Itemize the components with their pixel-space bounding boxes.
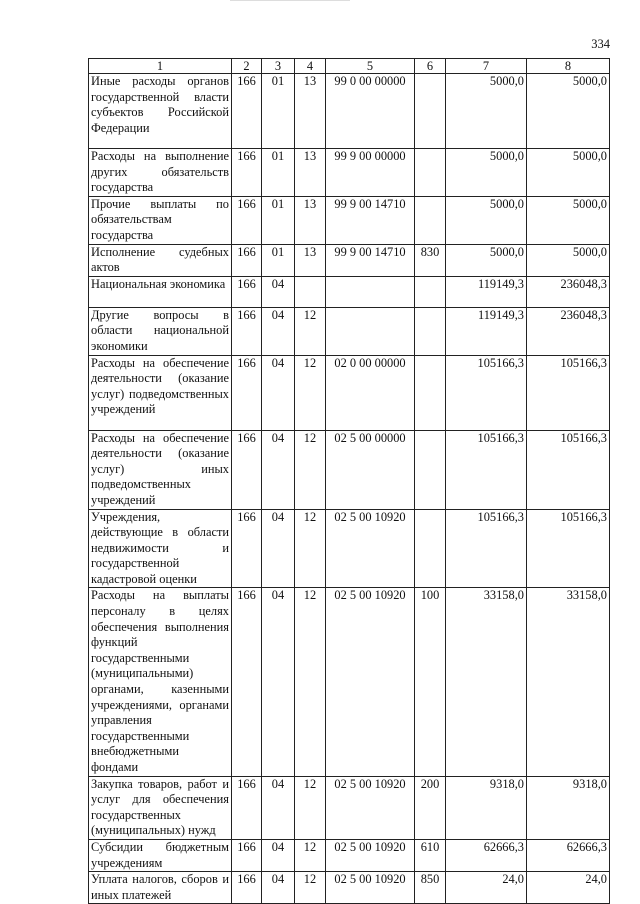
amount-year2-cell: 236048,3: [527, 276, 610, 307]
column-header-3: 3: [262, 59, 295, 74]
row-name-cell: Субсидии бюджетным учреждениям: [89, 839, 232, 871]
admin-code-cell: 166: [232, 588, 262, 776]
section-cell: 01: [262, 74, 295, 149]
expense-type-cell: [415, 307, 446, 355]
target-article-cell: 02 0 00 00000: [326, 355, 415, 430]
subsection-cell: 12: [295, 509, 326, 588]
subsection-cell: 13: [295, 149, 326, 197]
admin-code-cell: 166: [232, 872, 262, 904]
amount-year2-cell: 33158,0: [527, 588, 610, 776]
column-header-8: 8: [527, 59, 610, 74]
table-body: [89, 74, 610, 904]
amount-year1-cell: 5000,0: [446, 244, 527, 276]
column-header-5: 5: [326, 59, 415, 74]
section-cell: 04: [262, 276, 295, 307]
row-name-cell: Исполнение судебных актов: [89, 244, 232, 276]
row-name-cell: Другие вопросы в области национальной экономики: [89, 307, 232, 355]
section-cell: 04: [262, 839, 295, 871]
amount-year2-cell: 236048,3: [527, 307, 610, 355]
expense-type-cell: [415, 276, 446, 307]
amount-year2-cell: 5000,0: [527, 196, 610, 244]
row-name-cell: Национальная экономика: [89, 276, 232, 307]
amount-year1-cell: 9318,0: [446, 776, 527, 839]
section-cell: 04: [262, 776, 295, 839]
table-row: [89, 872, 610, 904]
section-cell: 01: [262, 149, 295, 197]
target-article-cell: 02 5 00 00000: [326, 430, 415, 509]
amount-year1-cell: 105166,3: [446, 509, 527, 588]
row-name-cell: Закупка товаров, работ и услуг для обеспечения государственных (муниципальных) нужд: [89, 776, 232, 839]
column-header-6: 6: [415, 59, 446, 74]
table-row: [89, 776, 610, 839]
admin-code-cell: 166: [232, 307, 262, 355]
amount-year1-cell: 119149,3: [446, 276, 527, 307]
table-row: [89, 588, 610, 776]
target-article-cell: 02 5 00 10920: [326, 839, 415, 871]
page-number: 334: [591, 37, 610, 51]
table-row: [89, 509, 610, 588]
amount-year2-cell: 105166,3: [527, 355, 610, 430]
subsection-cell: 12: [295, 839, 326, 871]
amount-year2-cell: 105166,3: [527, 430, 610, 509]
admin-code-cell: 166: [232, 839, 262, 871]
header-row: [89, 59, 610, 74]
amount-year1-cell: 105166,3: [446, 430, 527, 509]
subsection-cell: [295, 276, 326, 307]
row-name-cell: Прочие выплаты по обязательствам государства: [89, 196, 232, 244]
expense-type-cell: [415, 509, 446, 588]
expense-type-cell: 100: [415, 588, 446, 776]
row-name-cell: Уплата налогов, сборов и иных платежей: [89, 872, 232, 904]
admin-code-cell: 166: [232, 74, 262, 149]
admin-code-cell: 166: [232, 244, 262, 276]
row-name-cell: Расходы на выполнение других обязательств государства: [89, 149, 232, 197]
target-article-cell: [326, 307, 415, 355]
expense-type-cell: [415, 149, 446, 197]
admin-code-cell: 166: [232, 430, 262, 509]
amount-year1-cell: 5000,0: [446, 74, 527, 149]
section-cell: 04: [262, 588, 295, 776]
expense-type-cell: [415, 355, 446, 430]
table-row: [89, 196, 610, 244]
target-article-cell: 02 5 00 10920: [326, 776, 415, 839]
amount-year2-cell: 9318,0: [527, 776, 610, 839]
row-name-cell: Расходы на обеспечение деятельности (оказание услуг) подведомственных учреждений: [89, 355, 232, 430]
row-name-cell: Расходы на обеспечение деятельности (оказание услуг) иных подведомственных учреждений: [89, 430, 232, 509]
expense-type-cell: [415, 74, 446, 149]
admin-code-cell: 166: [232, 196, 262, 244]
amount-year2-cell: 5000,0: [527, 74, 610, 149]
table-row: [89, 276, 610, 307]
target-article-cell: 02 5 00 10920: [326, 588, 415, 776]
amount-year2-cell: 5000,0: [527, 149, 610, 197]
expense-type-cell: 200: [415, 776, 446, 839]
subsection-cell: 13: [295, 196, 326, 244]
amount-year2-cell: 24,0: [527, 872, 610, 904]
amount-year1-cell: 33158,0: [446, 588, 527, 776]
column-header-4: 4: [295, 59, 326, 74]
admin-code-cell: 166: [232, 149, 262, 197]
row-name-cell: Учреждения, действующие в области недвижимости и государственной кадастровой оценки: [89, 509, 232, 588]
amount-year1-cell: 24,0: [446, 872, 527, 904]
amount-year1-cell: 119149,3: [446, 307, 527, 355]
section-cell: 04: [262, 355, 295, 430]
target-article-cell: 02 5 00 10920: [326, 872, 415, 904]
target-article-cell: 99 9 00 14710: [326, 196, 415, 244]
subsection-cell: 12: [295, 588, 326, 776]
amount-year1-cell: 5000,0: [446, 149, 527, 197]
expense-type-cell: [415, 196, 446, 244]
subsection-cell: 12: [295, 776, 326, 839]
subsection-cell: 13: [295, 74, 326, 149]
amount-year2-cell: 62666,3: [527, 839, 610, 871]
row-name-cell: Расходы на выплаты персоналу в целях обеспечения выполнения функций государственными (муниципальными) органами, казенными учреждениями, органами управления государственными внебюджетными фондами: [89, 588, 232, 776]
table-row: [89, 244, 610, 276]
subsection-cell: 12: [295, 355, 326, 430]
admin-code-cell: 166: [232, 776, 262, 839]
section-cell: 04: [262, 430, 295, 509]
expense-type-cell: 850: [415, 872, 446, 904]
subsection-cell: 12: [295, 430, 326, 509]
amount-year2-cell: 105166,3: [527, 509, 610, 588]
admin-code-cell: 166: [232, 276, 262, 307]
section-cell: 04: [262, 307, 295, 355]
admin-code-cell: 166: [232, 355, 262, 430]
row-name-cell: Иные расходы органов государственной власти субъектов Российской Федерации: [89, 74, 232, 149]
amount-year1-cell: 105166,3: [446, 355, 527, 430]
table-row: [89, 74, 610, 149]
scan-artifact-line: [230, 0, 350, 1]
subsection-cell: 12: [295, 307, 326, 355]
column-header-1: 1: [89, 59, 232, 74]
table-row: [89, 307, 610, 355]
section-cell: 04: [262, 872, 295, 904]
column-header-2: 2: [232, 59, 262, 74]
expense-type-cell: 830: [415, 244, 446, 276]
target-article-cell: 99 9 00 00000: [326, 149, 415, 197]
target-article-cell: 99 9 00 14710: [326, 244, 415, 276]
target-article-cell: 02 5 00 10920: [326, 509, 415, 588]
expense-type-cell: [415, 430, 446, 509]
section-cell: 04: [262, 509, 295, 588]
amount-year1-cell: 5000,0: [446, 196, 527, 244]
target-article-cell: [326, 276, 415, 307]
table-row: [89, 430, 610, 509]
section-cell: 01: [262, 196, 295, 244]
target-article-cell: 99 0 00 00000: [326, 74, 415, 149]
amount-year1-cell: 62666,3: [446, 839, 527, 871]
expense-type-cell: 610: [415, 839, 446, 871]
subsection-cell: 12: [295, 872, 326, 904]
admin-code-cell: 166: [232, 509, 262, 588]
column-header-7: 7: [446, 59, 527, 74]
section-cell: 01: [262, 244, 295, 276]
table-row: [89, 839, 610, 871]
table-row: [89, 355, 610, 430]
budget-table: [88, 58, 610, 904]
subsection-cell: 13: [295, 244, 326, 276]
amount-year2-cell: 5000,0: [527, 244, 610, 276]
table-row: [89, 149, 610, 197]
